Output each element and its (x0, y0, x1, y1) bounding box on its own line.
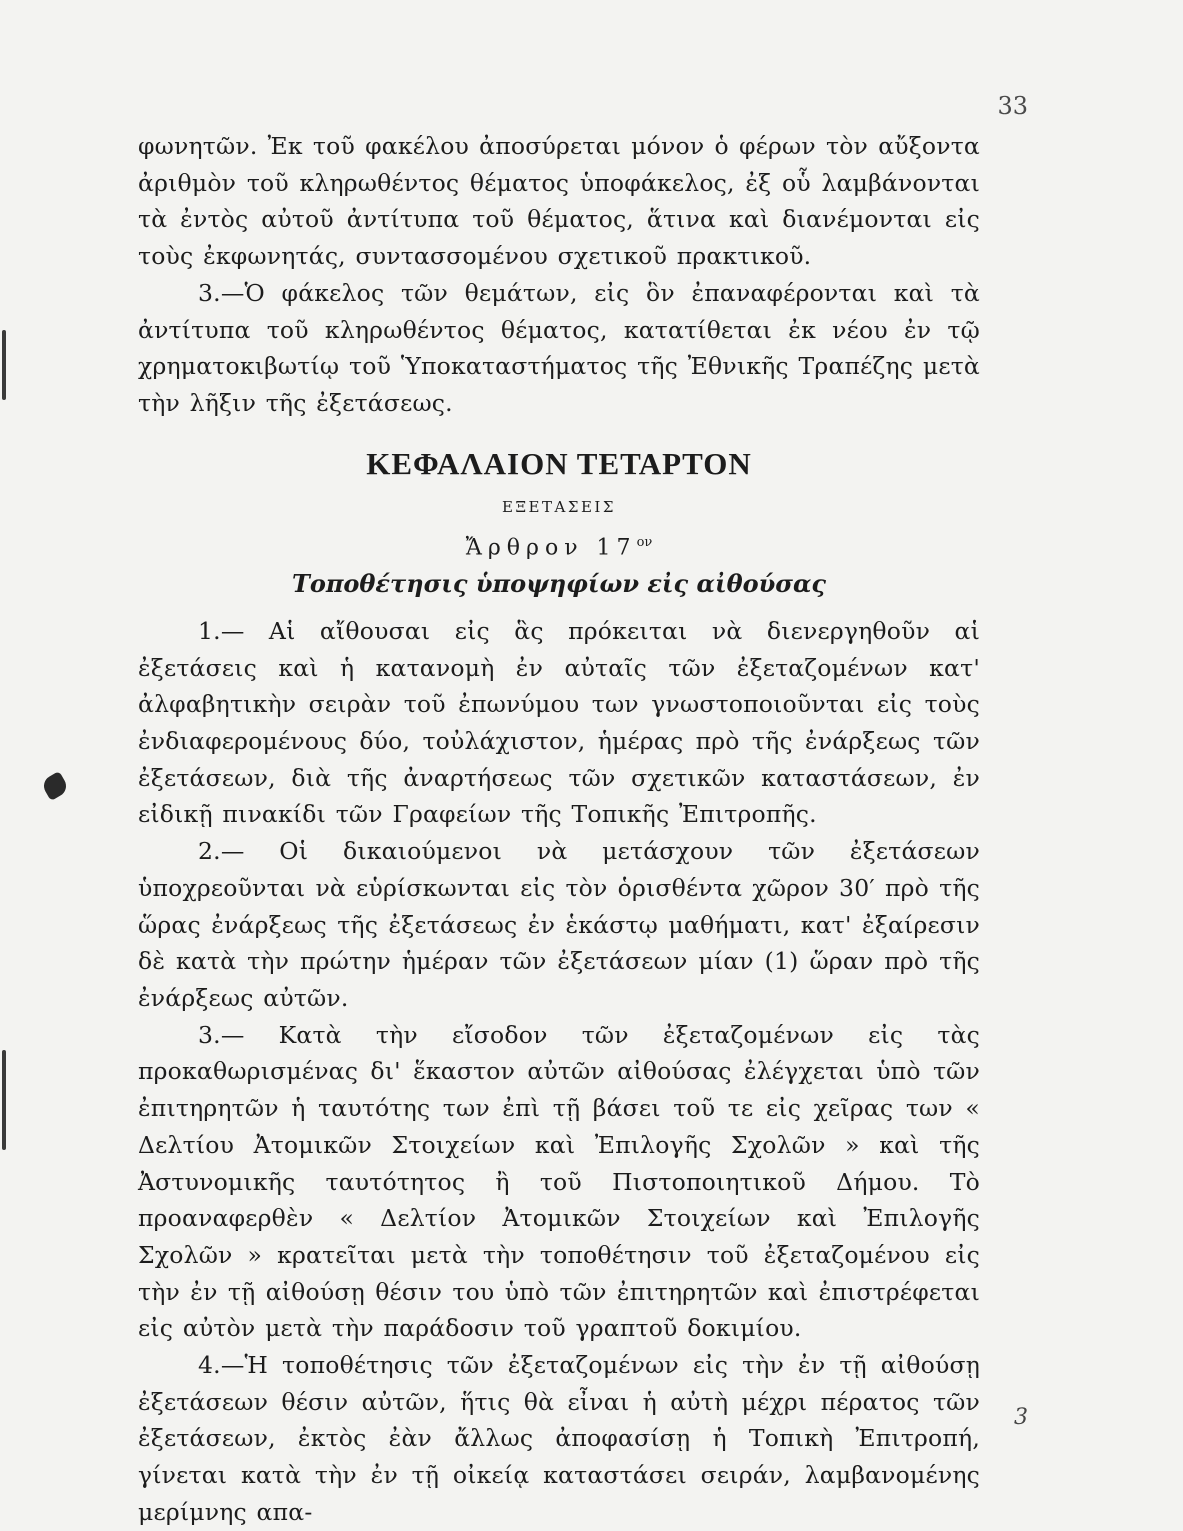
paragraph-3-folder: 3.—Ὁ φάκελος τῶν θεμάτων, εἰς ὃν ἐπαναφέρονται καὶ τὰ ἀντίτυπα τοῦ κληρωθέντος θέματος, κατατίθεται ἐκ νέου ἐν τῷ χρηματοκιβωτίῳ τοῦ Ὑποκαταστήματος τῆς Ἐθνικῆς Τραπέζης μετὰ τὴν λῆξιν τῆς ἐξετάσεως. (138, 278, 980, 417)
scan-artifact (40, 771, 70, 801)
section-label: ΕΞΕΤΑΣΕΙΣ (502, 497, 616, 516)
paragraph-continuation: φωνητῶν. Ἐκ τοῦ φακέλου ἀποσύρεται μόνον ὁ φέρων τὸν αὔξοντα ἀριθμὸν τοῦ κληρωθέντος θέματος ὑποφάκελος, ἐξ οὗ λαμβάνονται τὰ ἐντὸς αὐτοῦ ἀντίτυπα τοῦ θέματος, ἅτινα καὶ διανέμονται εἰς τοὺς ἐκφωνητάς, συντασσομένου σχετικοῦ πρακτικοῦ. (138, 132, 980, 271)
article-label-suffix: ον (636, 534, 653, 550)
page-number: 33 (997, 92, 1028, 120)
paragraph-3-identity: 3.— Κατὰ τὴν εἴσοδον τῶν ἐξεταζομένων εἰς τὰς προκαθωρισμένας δι' ἕκαστον αὐτῶν αἰθούσας ἐλέγχεται ὑπὸ τῶν ἐπιτηρητῶν ἡ ταυτότης των ἐπὶ τῇ βάσει τοῦ τε εἰς χεῖρας των « Δελτίου Ἀτομικῶν Στοιχείων καὶ Ἐπιλογῆς Σχολῶν » καὶ τῆς Ἀστυνομικῆς ταυτότητος ἢ τοῦ Πιστοποιητικοῦ Δήμου. Τὸ προαναφερθὲν « Δελτίον Ἀτομικῶν Στοιχείων καὶ Ἐπιλογῆς Σχολῶν » κρατεῖται μετὰ τὴν τοποθέτησιν τοῦ ἐξεταζομένου εἰς τὴν ἐν τῇ αἰθούσῃ θέσιν του ὑπὸ τῶν ἐπιτηρητῶν καὶ ἐπιστρέφεται εἰς αὐτὸν μετὰ τὴν παράδοσιν τοῦ γραπτοῦ δοκιμίου. (138, 1020, 980, 1343)
paragraph-4-seating: 4.—Ἡ τοποθέτησις τῶν ἐξεταζομένων εἰς τὴν ἐν τῇ αἰθούσῃ ἐξετάσεων θέσιν αὐτῶν, ἥτις θὰ εἶναι ἡ αὐτὴ μέχρι πέρατος τῶν ἐξετάσεων, ἐκτὸς ἐὰν ἄλλως ἀποφασίσῃ ἡ Τοπικὴ Ἐπιτροπή, γίνεται κατὰ τὴν ἐν τῇ οἰκείᾳ καταστάσει σειράν, λαμβανομένης μερίμνης απα- (138, 1351, 980, 1526)
body-text (138, 128, 980, 1531)
article-title: Τοποθέτησις ὑποψηφίων εἰς αἰθούσας (291, 568, 827, 598)
article-label (138, 528, 980, 563)
signature-mark: 3 (1014, 1405, 1028, 1430)
scan-artifact (2, 1050, 6, 1150)
article-label-text: Ἄρθρον 17 (465, 534, 637, 560)
chapter-title: ΚΕΦΑΛΑΙΟΝ ΤΕΤΑΡΤΟΝ (366, 445, 752, 481)
paragraph-2-attendance: 2.— Οἱ δικαιούμενοι νὰ μετάσχουν τῶν ἐξετάσεων ὑποχρεοῦνται νὰ εὑρίσκωνται εἰς τὸν ὁρισθέντα χῶρον 30′ πρὸ τῆς ὥρας ἐνάρξεως τῆς ἐξετάσεως ἐν ἑκάστῳ μαθήματι, κατ' ἐξαίρεσιν δὲ κατὰ τὴν πρώτην ἡμέραν τῶν ἐξετάσεων μίαν (1) ὥραν πρὸ τῆς ἐνάρξεως αὐτῶν. (138, 837, 980, 1012)
scan-artifact (2, 330, 6, 400)
paragraph-1-rooms: 1.— Αἱ αἴθουσαι εἰς ἃς πρόκειται νὰ διενεργηθοῦν αἱ ἐξετάσεις καὶ ἡ κατανομὴ ἐν αὐταῖς τῶν ἐξεταζομένων κατ' ἀλφαβητικὴν σειρὰν τοῦ ἐπωνύμου των γνωστοποιοῦνται εἰς τοὺς ἐνδιαφερομένους δύο, τοὐλάχιστον, ἡμέρας πρὸ τῆς ἐνάρξεως τῶν ἐξετάσεων, διὰ τῆς ἀναρτήσεως τῶν σχετικῶν καταστάσεων, ἐν εἰδικῇ πινακίδι τῶν Γραφείων τῆς Τοπικῆς Ἐπιτροπῆς. (138, 616, 980, 829)
